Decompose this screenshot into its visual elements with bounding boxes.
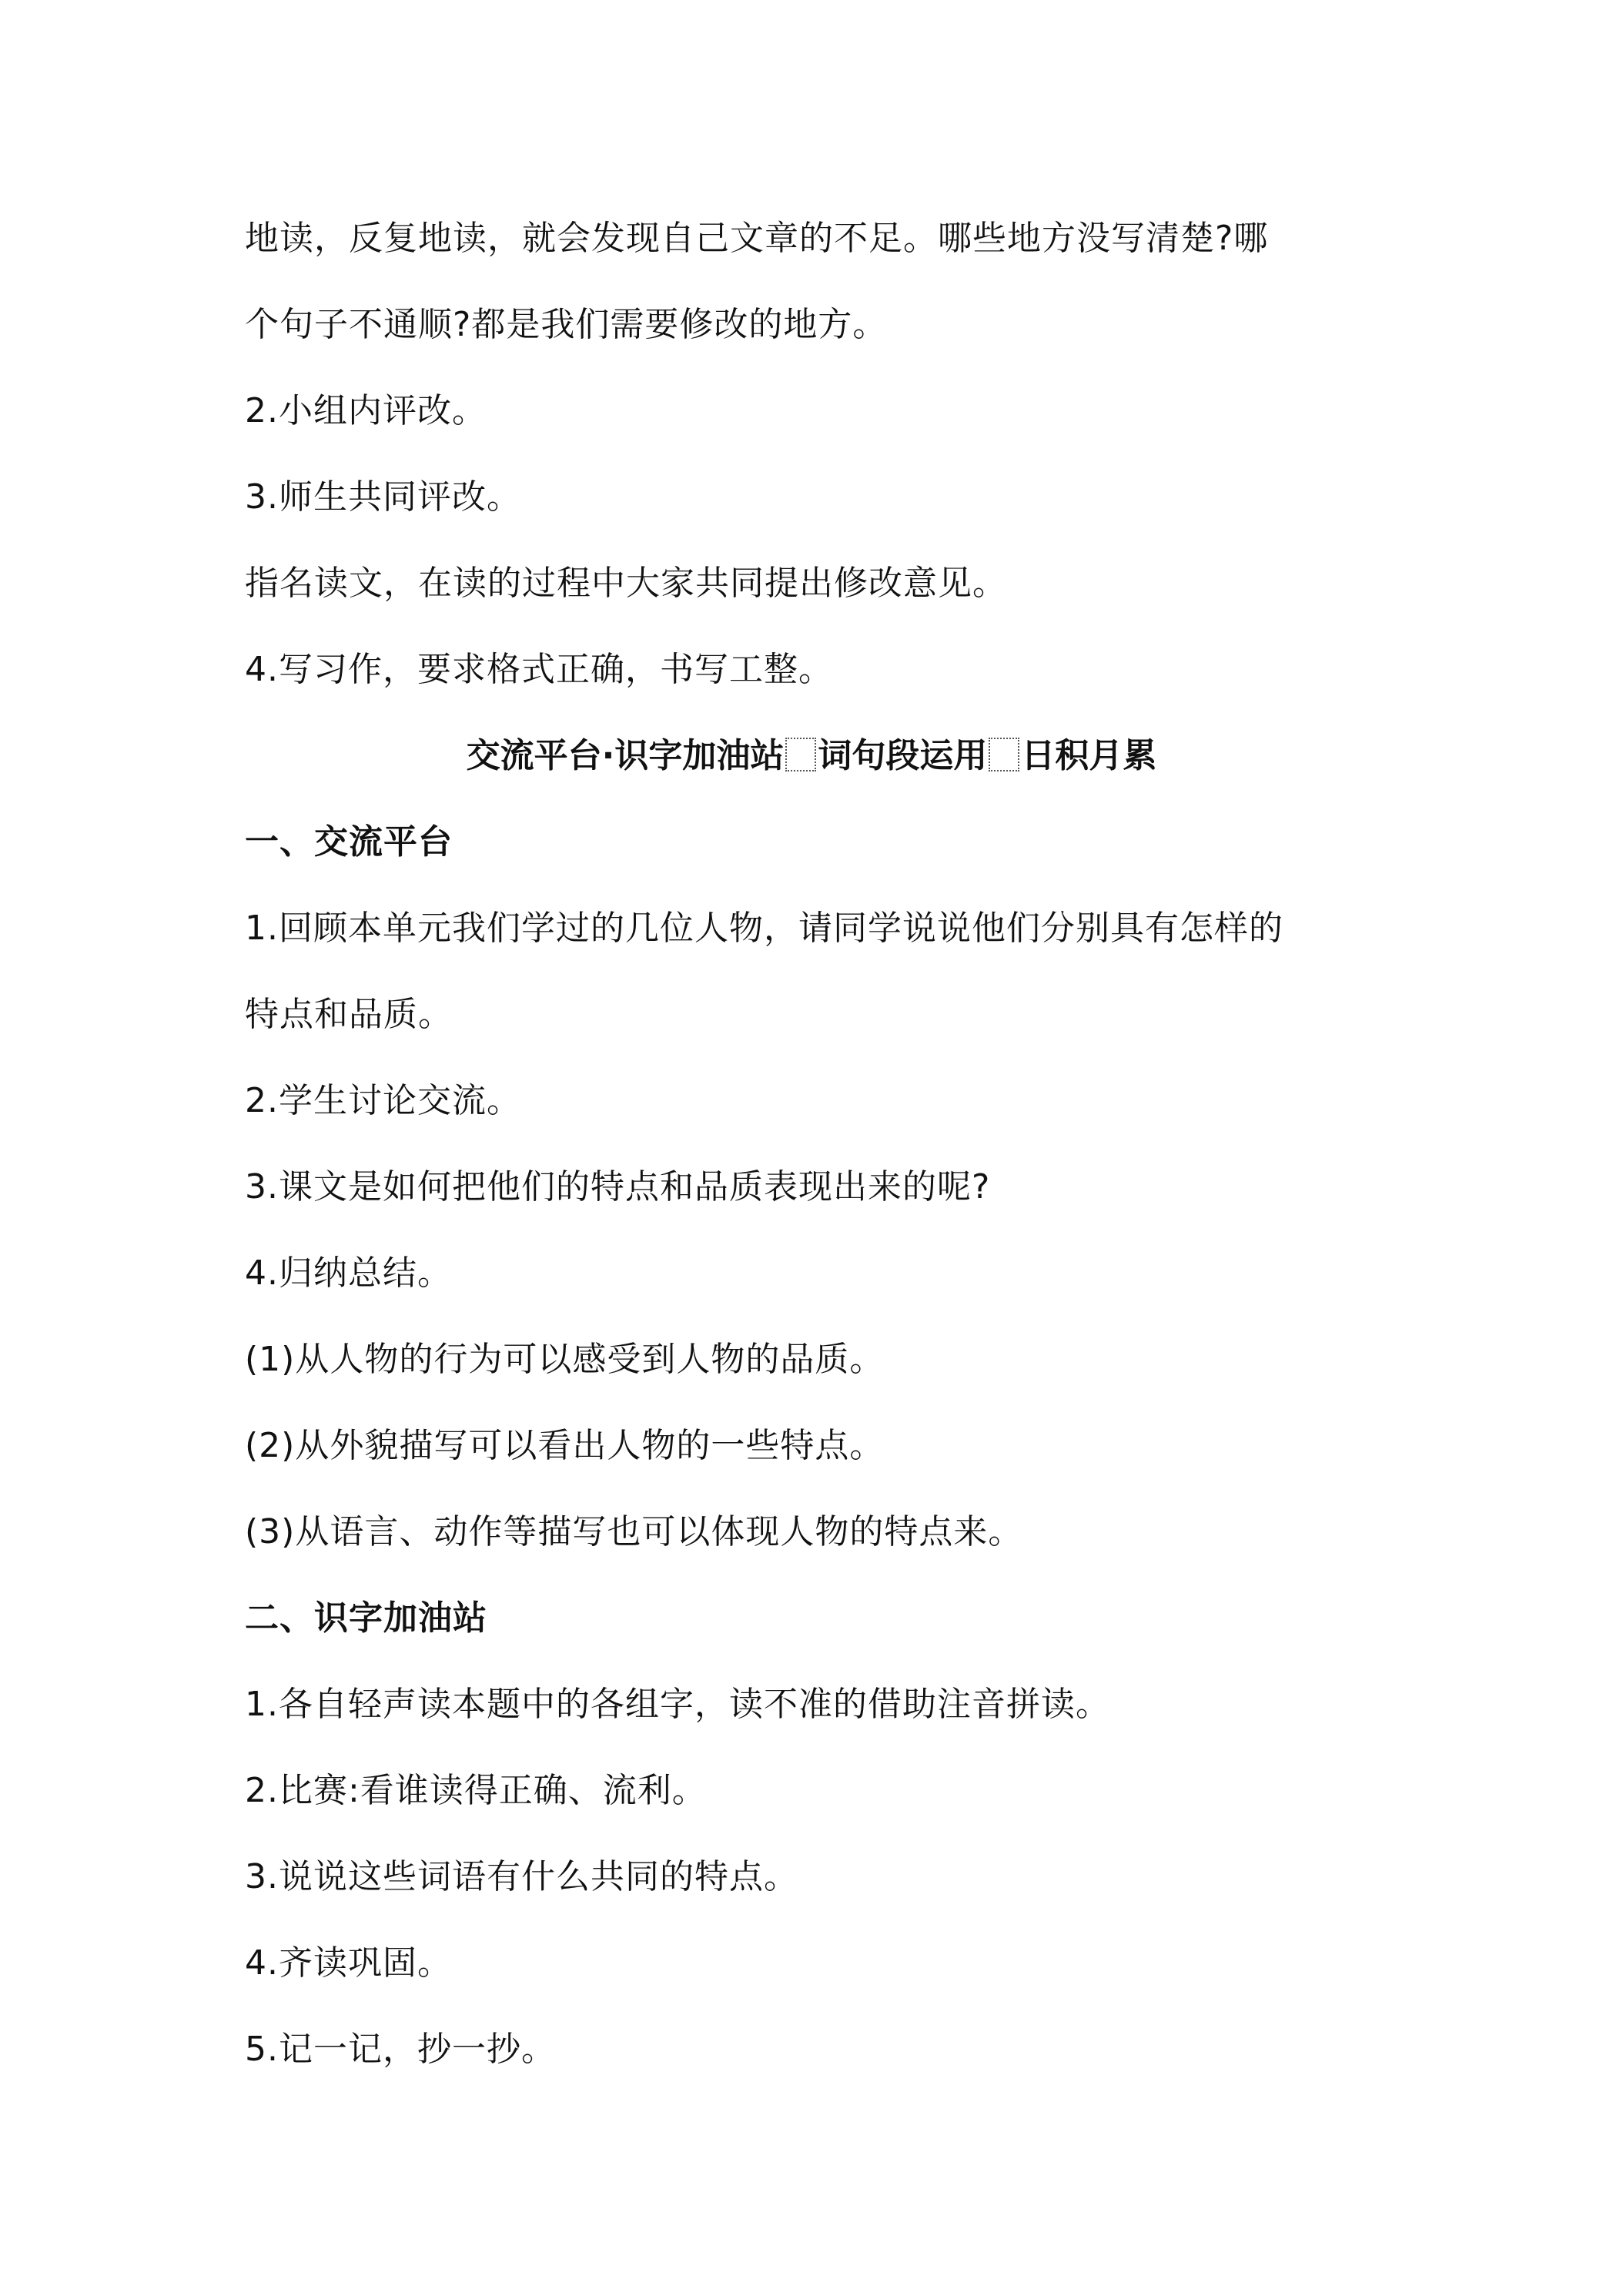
list-item: 1.回顾本单元我们学过的几位人物，请同学说说他们分别具有怎样的 — [245, 909, 1283, 948]
list-item: (3)从语言、动作等描写也可以体现人物的特点来。 — [245, 1512, 1023, 1551]
paragraph-line: 指名读文，在读的过程中大家共同提出修改意见。 — [245, 564, 1007, 603]
list-item: 2.学生讨论交流。 — [245, 1081, 521, 1120]
list-item: 2.比赛:看谁读得正确、流利。 — [245, 1771, 707, 1810]
section-title-part: 词句段运用 — [818, 736, 988, 775]
list-item: 1.各自轻声读本题中的各组字，读不准的借助注音拼读。 — [245, 1685, 1110, 1724]
list-item: (2)从外貌描写可以看出人物的一些特点。 — [245, 1426, 885, 1465]
list-item: 3.说说这些词语有什么共同的特点。 — [245, 1857, 798, 1896]
section-title — [0, 733, 1623, 779]
list-item: 5.记一记，抄一抄。 — [245, 2030, 556, 2069]
paragraph-line: 特点和品质。 — [245, 995, 453, 1034]
list-item: 4.归纳总结。 — [245, 1253, 452, 1293]
paragraph-line: 个句子不通顺?都是我们需要修改的地方。 — [245, 305, 888, 344]
placeholder-box-icon — [785, 738, 816, 771]
list-item: 2.小组内评改。 — [245, 391, 487, 430]
section-title-part: 交流平台·识字加油站 — [466, 736, 785, 775]
paragraph-line: 地读，反复地读，就会发现自己文章的不足。哪些地方没写清楚?哪 — [245, 219, 1269, 258]
placeholder-box-icon — [989, 738, 1019, 771]
list-item: (1)从人物的行为可以感受到人物的品质。 — [245, 1340, 885, 1379]
list-item: 4.齐读巩固。 — [245, 1943, 452, 1983]
list-item: 3.课文是如何把他们的特点和品质表现出来的呢? — [245, 1167, 991, 1207]
section-title-part: 日积月累 — [1021, 736, 1157, 775]
list-item: 4.写习作，要求格式正确，书写工整。 — [245, 650, 833, 689]
heading-literacy-station: 二、识字加油站 — [245, 1598, 487, 1638]
heading-exchange-platform: 一、交流平台 — [245, 822, 453, 862]
list-item: 3.师生共同评改。 — [245, 477, 521, 517]
